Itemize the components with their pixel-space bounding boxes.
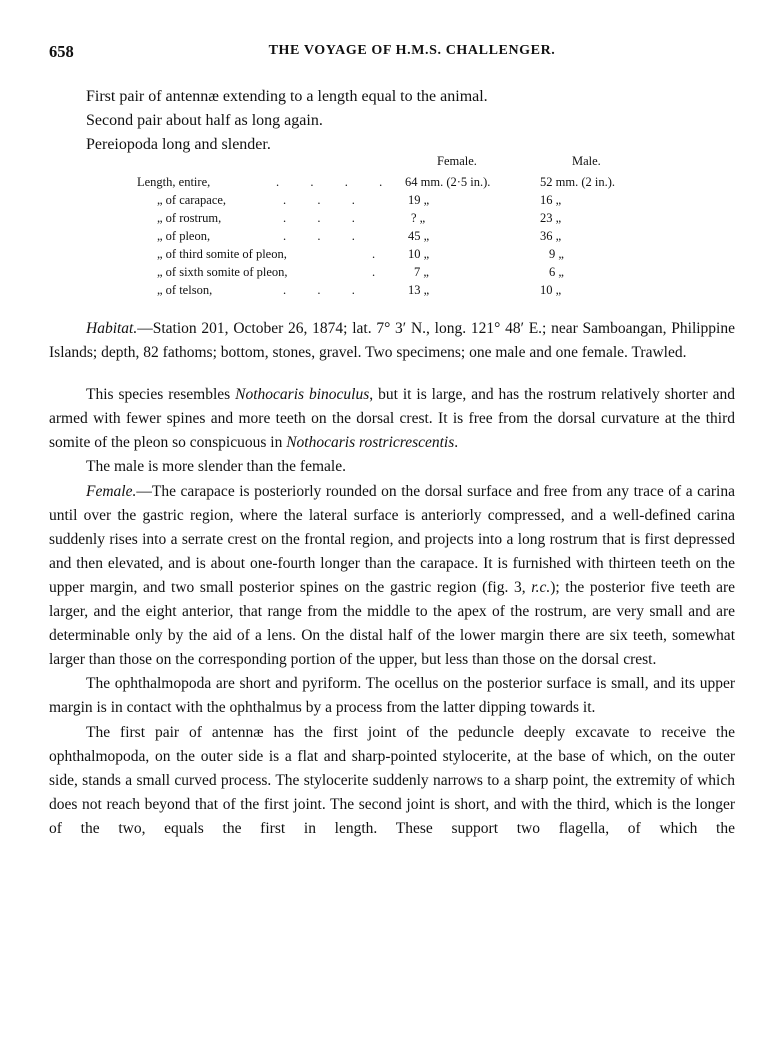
leader-dots: . . . [283, 229, 355, 243]
habitat-text: —Station 201, October 26, 1874; lat. 7° 3′ N., long. 121° 48′ E.; near Samboangan, Philippine Islands; depth, 82 fathoms; bottom, stones, gravel. Two specimens; one male and one female. Trawled. [49, 320, 735, 362]
male-value: 6 „ [549, 265, 564, 279]
comparison-paragraph [49, 383, 735, 455]
female-value: 19 „ [408, 193, 430, 207]
row-label: „ of carapace, [157, 193, 227, 207]
body-text [49, 317, 735, 841]
figure-reference: r.c. [531, 578, 551, 596]
male-value: 52 mm. (2 in.). [540, 175, 615, 189]
male-value: 36 „ [540, 229, 562, 243]
intro-line: First pair of antennæ extending to a length equal to the animal. [86, 88, 488, 105]
text-run: ); the posterior five teeth are larger, and the eight anterior, that range from the middle to the apex of the rostrum, are very small and are determinable only by the aid of a lens. On the distal half of the lower margin there are six teeth, somewhat larger than those on the corresponding portion of the upper, but less than those on the dorsal crest. [49, 578, 735, 669]
text-run: , but it is large, and has the rostrum relatively shorter and armed with fewer spines and more teeth on the dorsal crest. It is free from the dorsal curvature at the third somite of the pleon so conspicuous in [49, 386, 736, 452]
male-value: 9 „ [549, 247, 564, 261]
female-value: 13 „ [408, 283, 430, 297]
row-label: „ of third somite of pleon, [157, 247, 287, 261]
male-value: 10 „ [540, 283, 562, 297]
leader-dots: . . . [283, 211, 355, 225]
text-run: —The carapace is posteriorly rounded on the dorsal surface and free from any trace of a carina until over the gastric region, where the lateral surface is anteriorly compressed, and a well-defined carina suddenly rises into a serrate crest on the frontal region, and projects into a long rostrum that is first depressed and then elevated, and is about one-fourth longer than the carapace. It is furnished with thirteen teeth on the upper margin, and two small posterior spines on the gastric region (fig. 3, [49, 482, 735, 596]
female-value: 45 „ [408, 229, 430, 243]
female-paragraph [49, 480, 735, 673]
species-name: Nothocaris binoculus [235, 386, 370, 404]
page-number: 658 [49, 42, 74, 61]
row-label: „ of pleon, [157, 229, 211, 243]
text-run: . [454, 434, 459, 452]
species-name: Nothocaris rostricrescentis [286, 434, 455, 452]
habitat-label: Habitat. [86, 320, 138, 337]
intro-line: Pereiopoda long and slender. [86, 136, 271, 153]
female-value: ? „ [411, 211, 426, 225]
paragraph-gap [49, 365, 735, 383]
text-run: This species resembles [86, 386, 236, 404]
leader-dots: . [372, 247, 376, 261]
habitat-paragraph [49, 317, 735, 365]
row-label: „ of telson, [157, 283, 213, 297]
measurements-table [0, 0, 776, 310]
male-note: The male is more slender than the female. [86, 458, 346, 476]
antennae-paragraph: The first pair of antennæ has the first joint of the peduncle deeply excavate to receive the ophthalmopoda, on the outer side is a flat and sharp-pointed stylocerite, at the base of which, on the outer side, stands a small curved process. The stylocerite suddenly narrows to a sharp point, the extremity of which does not reach beyond that of the first joint. The second joint is short, and with the third, which is the longer of the two, equals the first in length. These support two flagella, of which the [49, 723, 735, 837]
leader-dots: . . . [283, 193, 355, 207]
male-value: 23 „ [540, 211, 562, 225]
female-label: Female. [86, 482, 137, 500]
leader-dots: . . . . [276, 175, 383, 189]
col-header-male: Male. [572, 154, 601, 168]
row-label: „ of rostrum, [157, 211, 222, 225]
female-value: 7 „ [414, 265, 429, 279]
row-label: „ of sixth somite of pleon, [157, 265, 288, 279]
row-label: Length, entire, [137, 175, 211, 189]
leader-dots: . [372, 265, 376, 279]
col-header-female: Female. [437, 154, 477, 168]
ophthalmopoda-paragraph: The ophthalmopoda are short and pyriform. The ocellus on the posterior surface is small, and its upper margin is in contact with the ophthalmus by a process from the latter dipping towards it. [49, 675, 735, 717]
leader-dots: . . . [283, 283, 355, 297]
running-title: THE VOYAGE OF H.M.S. CHALLENGER. [268, 43, 556, 58]
intro-line: Second pair about half as long again. [86, 112, 323, 129]
male-value: 16 „ [540, 193, 562, 207]
female-value: 10 „ [408, 247, 430, 261]
female-value: 64 mm. (2·5 in.). [405, 175, 491, 189]
